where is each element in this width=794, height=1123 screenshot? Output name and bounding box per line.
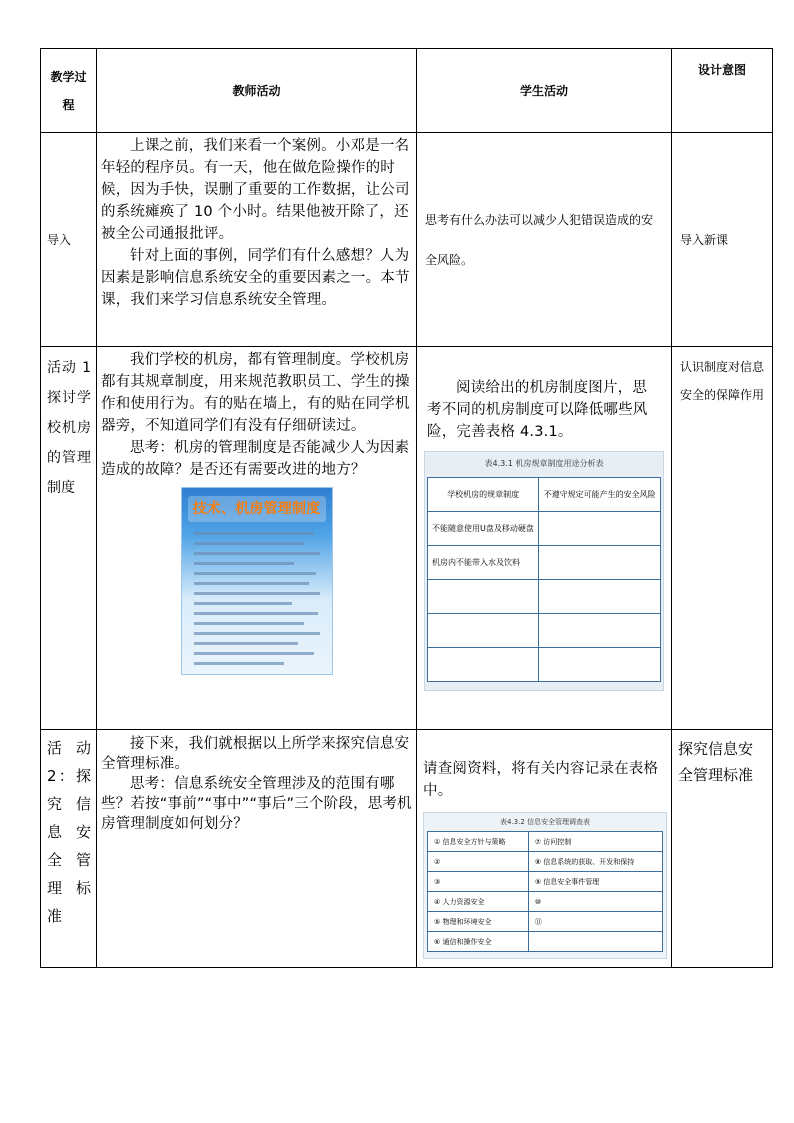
table-cell: [539, 648, 661, 682]
header-student: 学生活动: [417, 49, 672, 133]
teacher-activity-2: [97, 730, 417, 968]
security-survey-table: [427, 831, 663, 952]
table-cell: [539, 546, 661, 580]
paragraph: 我们学校的机房，都有管理制度。学校机房都有其规章制度，用来规范教职员工、学生的操作和使用行为。有的贴在墙上，有的贴在同学机器旁，不知道同学们有没有仔细研读过。: [101, 352, 410, 434]
header-intent: 设计意图: [672, 49, 773, 133]
table-row: [428, 932, 663, 952]
table-row: [41, 347, 773, 730]
table-cell: ⑥ 通信和操作安全: [428, 932, 529, 952]
table-cell: ⑪: [528, 912, 662, 932]
header-teacher: 教师活动: [97, 49, 417, 133]
table-row: [428, 648, 661, 682]
table-cell: 机房内不能带入水及饮料: [428, 546, 539, 580]
table-cell: ③: [428, 872, 529, 892]
paragraph: 针对上面的事例，同学们有什么感想？人为因素是影响信息系统安全的重要因素之一。本节课，我们来学习信息系统安全管理。: [101, 248, 410, 308]
table-4-3-1-image: [424, 451, 664, 691]
teacher-activity-intro: [97, 133, 417, 347]
table-cell: ⑤ 物理和环境安全: [428, 912, 529, 932]
paragraph: 思考：机房的管理制度是否能减少人为因素造成的故障？是否还有需要改进的地方？: [101, 440, 410, 478]
table-cell: [539, 580, 661, 614]
paragraph: 思考：信息系统安全管理涉及的范围有哪些？若按“事前”“事中”“事后”三个阶段，思考机房管理制度如何划分？: [101, 776, 412, 832]
table-row: [428, 580, 661, 614]
stage-activity-2: 活动 2：探究信息安全管理标准: [41, 730, 97, 968]
header-process: 教学过程: [41, 49, 97, 133]
table-row: [41, 133, 773, 347]
header-row: [41, 49, 773, 133]
table-row: [428, 852, 663, 872]
table-cell: 不能随意使用U盘及移动硬盘: [428, 512, 539, 546]
table-row: [428, 872, 663, 892]
table-row: [428, 512, 661, 546]
table-cell: [539, 614, 661, 648]
table-cell: [428, 614, 539, 648]
table-row: [428, 546, 661, 580]
table-cell: ⑩: [528, 892, 662, 912]
lesson-plan-table: [40, 48, 773, 968]
table-cell: ⑦ 访问控制: [528, 832, 662, 852]
table-caption: 表4.3.1 机房规章制度用途分析表: [484, 459, 604, 468]
stage-intro: 导入: [41, 133, 97, 347]
table-row: [41, 730, 773, 968]
intent-activity-2: 探究信息安全管理标准: [672, 730, 773, 968]
table-cell: ⑧ 信息系统的获取、开发和保持: [528, 852, 662, 872]
table-row: [428, 892, 663, 912]
table-cell: [539, 512, 661, 546]
student-activity-intro: 思考有什么办法可以减少人犯错误造成的安全风险。: [417, 133, 672, 347]
student-activity-1: 阅读给出的机房制度图片，思考不同的机房制度可以降低哪些风险，完善表格 4.3.1。 表4.3.1 机房规章制度用途分析表 学校机房的规章制度 不遵守规定可能产生的安全风险 不能随意使用U盘及移动硬盘 机房内不能带入水及饮料: [417, 347, 672, 730]
table-caption: 表4.3.2 信息安全管理调查表: [499, 818, 591, 826]
table-row: [428, 832, 663, 852]
poster-title: 技术、机房管理制度: [188, 496, 326, 522]
teacher-activity-1: [97, 347, 417, 730]
table-cell: [428, 648, 539, 682]
table-cell: ⑨ 信息安全事件管理: [528, 872, 662, 892]
rules-analysis-table: [427, 477, 661, 682]
table-cell: ① 信息安全方针与策略: [428, 832, 529, 852]
table-header: 不遵守规定可能产生的安全风险: [539, 478, 661, 512]
table-4-3-2-image: [423, 812, 667, 959]
machine-room-rules-poster: [181, 487, 333, 675]
table-cell: ④ 人力资源安全: [428, 892, 529, 912]
intent-activity-1: 认识制度对信息安全的保障作用: [672, 347, 773, 730]
stage-activity-1: 活动 1 探讨学校机房的管理制度: [41, 347, 97, 730]
table-cell: ②: [428, 852, 529, 872]
student-activity-2: 请查阅资料，将有关内容记录在表格中。 表4.3.2 信息安全管理调查表 ① 信息安全方针与策略 ⑦ 访问控制 ② ⑧ 信息系统的获取、开发和保持 ③ ⑨ 信息安全事件管理 ④ 人力资源安全 ⑩ ⑤ 物理和环境安全 ⑪ ⑥ 通信和操作安全: [417, 730, 672, 968]
table-row: [428, 912, 663, 932]
table-header: 学校机房的规章制度: [428, 478, 539, 512]
paragraph: 上课之前，我们来看一个案例。小邓是一名年轻的程序员。有一天，他在做危险操作的时候，因为手快，误删了重要的工作数据，让公司的系统瘫痪了 10 个小时。结果他被开除了，还被全公司通报批评。: [101, 138, 410, 242]
paragraph: 接下来，我们就根据以上所学来探究信息安全管理标准。: [101, 736, 410, 772]
intent-intro: 导入新课: [672, 133, 773, 347]
table-cell: [528, 932, 662, 952]
table-row: [428, 614, 661, 648]
table-cell: [428, 580, 539, 614]
